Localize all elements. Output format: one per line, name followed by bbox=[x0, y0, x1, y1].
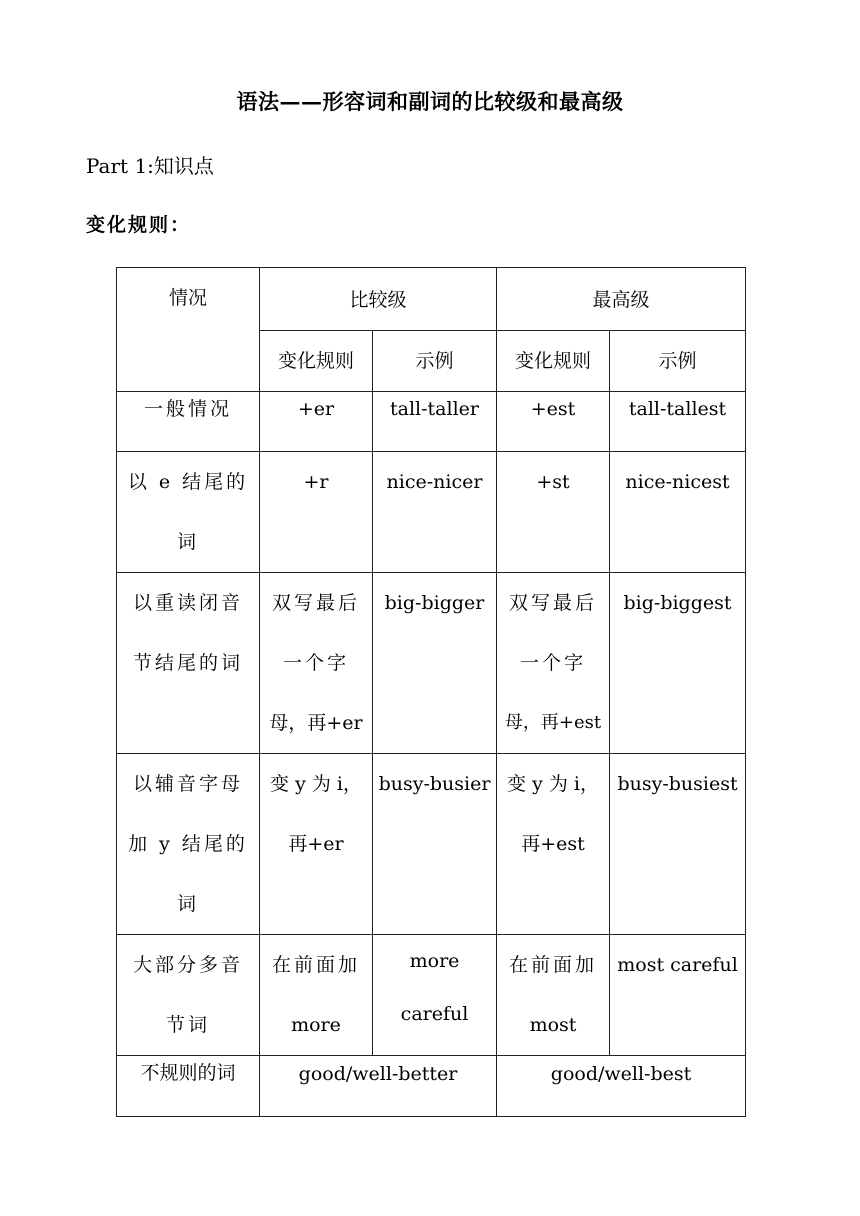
comparative-rule-line: 变 y 为 i， bbox=[270, 773, 362, 795]
comparative-example-line: more bbox=[409, 950, 460, 972]
situation-line: 词 bbox=[176, 893, 199, 915]
comparative-rule-cell bbox=[260, 452, 373, 573]
section-heading: 变化规则： bbox=[86, 214, 192, 236]
superlative-rule-line: +est bbox=[530, 398, 576, 420]
situation-cell bbox=[117, 754, 260, 935]
table-row bbox=[117, 392, 746, 452]
header-superlative-example: 示例 bbox=[610, 331, 746, 392]
superlative-rule-line: 变 y 为 i， bbox=[507, 773, 599, 795]
table-row bbox=[117, 935, 746, 1056]
comparative-rule-line: 母，再+er bbox=[269, 712, 363, 734]
situation-line: 以重读闭音 bbox=[132, 592, 243, 614]
table-row bbox=[117, 1056, 746, 1117]
superlative-rule-line: 一个字 bbox=[520, 652, 587, 674]
comparative-rule-cell bbox=[260, 754, 373, 935]
superlative-example-line: nice-nicest bbox=[625, 471, 730, 493]
irregular-superlative-cell: good/well-best bbox=[497, 1056, 746, 1117]
situation-cell bbox=[117, 452, 260, 573]
comparative-example-cell bbox=[373, 573, 497, 754]
comparative-rule-cell bbox=[260, 392, 373, 452]
superlative-rule-line: 母，再+est bbox=[504, 712, 602, 733]
header-comparative-rule: 变化规则 bbox=[260, 331, 373, 392]
situation-line: 节词 bbox=[165, 1014, 210, 1036]
superlative-rule-cell bbox=[497, 573, 610, 754]
superlative-rule-line: 双写最后 bbox=[509, 592, 598, 614]
comparative-example-line: tall-taller bbox=[390, 398, 479, 420]
comparative-example-line: big-bigger bbox=[384, 592, 485, 614]
superlative-rule-line: 再+est bbox=[521, 833, 585, 855]
comparative-example-line: busy-busier bbox=[378, 773, 491, 795]
situation-cell bbox=[117, 392, 260, 452]
superlative-example-cell bbox=[610, 935, 746, 1056]
header-comparative-example: 示例 bbox=[373, 331, 497, 392]
header-superlative: 最高级 bbox=[497, 268, 746, 331]
situation-cell bbox=[117, 935, 260, 1056]
situation-line: 节结尾的词 bbox=[132, 652, 243, 674]
situation-cell: 不规则的词 bbox=[117, 1056, 260, 1117]
comparative-rule-line: 一个字 bbox=[282, 652, 349, 674]
superlative-example-cell bbox=[610, 754, 746, 935]
comparative-example-cell bbox=[373, 935, 497, 1056]
document-title: 语法——形容词和副词的比较级和最高级 bbox=[236, 89, 624, 114]
irregular-comparative-cell: good/well-better bbox=[260, 1056, 497, 1117]
superlative-rule-line: 在前面加 bbox=[509, 954, 598, 976]
comparative-rule-line: 在前面加 bbox=[271, 954, 360, 976]
situation-line: 加 y 结尾的 bbox=[128, 833, 248, 855]
superlative-rule-cell bbox=[497, 754, 610, 935]
comparative-example-cell bbox=[373, 452, 497, 573]
header-superlative-rule: 变化规则 bbox=[497, 331, 610, 392]
comparative-rule-line: 再+er bbox=[288, 833, 344, 855]
superlative-example-line: big-biggest bbox=[623, 592, 732, 614]
superlative-example-line: tall-tallest bbox=[628, 398, 727, 420]
comparison-table bbox=[116, 267, 746, 1117]
situation-line: 以 e 结尾的 bbox=[127, 471, 249, 493]
superlative-example-cell bbox=[610, 392, 746, 452]
part-heading: Part 1:知识点 bbox=[86, 154, 214, 178]
superlative-example-line: busy-busiest bbox=[617, 773, 738, 795]
header-situation: 情况 bbox=[117, 268, 260, 392]
superlative-example-line: most careful bbox=[617, 954, 738, 976]
table-row bbox=[117, 754, 746, 935]
table-row bbox=[117, 452, 746, 573]
superlative-rule-line: most bbox=[529, 1014, 577, 1036]
situation-line: 词 bbox=[176, 531, 199, 553]
situation-cell bbox=[117, 573, 260, 754]
comparative-rule-line: more bbox=[291, 1014, 341, 1036]
table-row bbox=[117, 573, 746, 754]
superlative-rule-line: +st bbox=[536, 471, 570, 493]
situation-line: 以辅音字母 bbox=[132, 773, 243, 795]
comparative-rule-cell bbox=[260, 935, 373, 1056]
comparative-rule-line: 双写最后 bbox=[271, 592, 360, 614]
superlative-example-cell bbox=[610, 573, 746, 754]
superlative-rule-cell bbox=[497, 935, 610, 1056]
header-comparative: 比较级 bbox=[260, 268, 497, 331]
situation-line: 大部分多音 bbox=[132, 954, 243, 976]
comparative-example-cell bbox=[373, 392, 497, 452]
comparative-rule-cell bbox=[260, 573, 373, 754]
comparative-example-line: careful bbox=[400, 1003, 469, 1025]
superlative-rule-cell bbox=[497, 392, 610, 452]
comparative-rule-line: +r bbox=[303, 471, 329, 493]
situation-line: 一般情况 bbox=[143, 398, 232, 420]
superlative-example-cell bbox=[610, 452, 746, 573]
comparative-rule-line: +er bbox=[297, 398, 335, 420]
comparative-example-cell bbox=[373, 754, 497, 935]
comparative-example-line: nice-nicer bbox=[386, 471, 483, 493]
superlative-rule-cell bbox=[497, 452, 610, 573]
